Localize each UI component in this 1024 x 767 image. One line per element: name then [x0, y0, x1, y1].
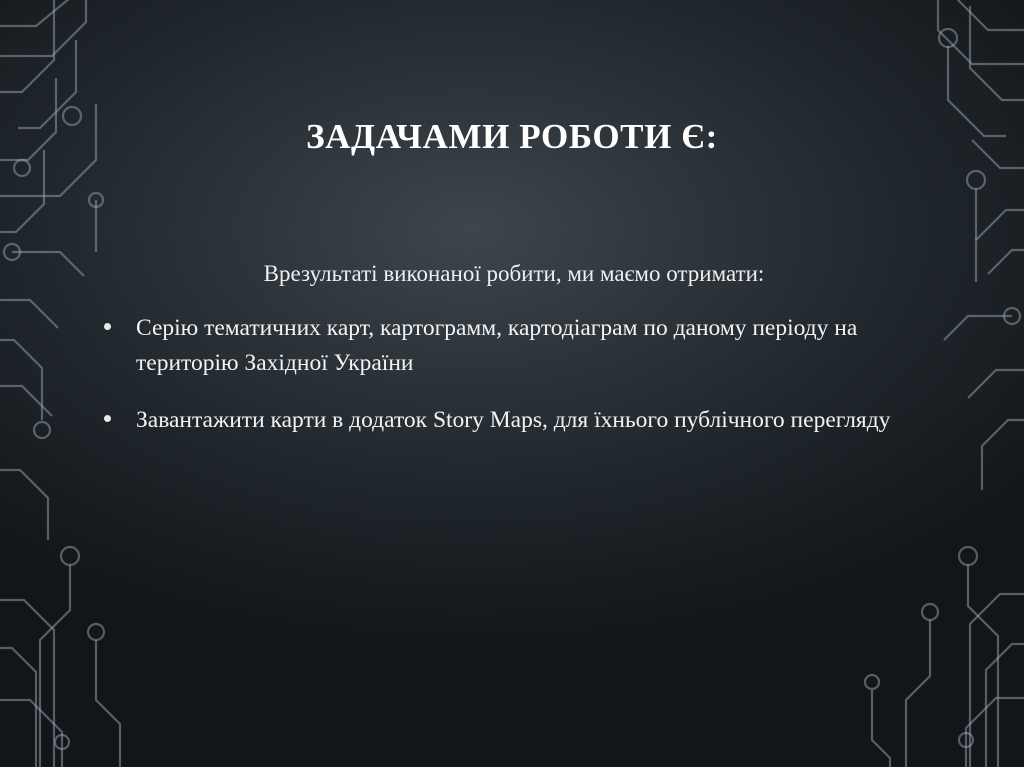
slide-title: ЗАДАЧАМИ РОБОТИ Є: — [306, 117, 718, 156]
list-item — [96, 311, 932, 381]
slide-body — [96, 258, 932, 459]
list-item-text: Завантажити карти в додаток Story Maps, для їхнього публічного перегляду — [136, 406, 891, 433]
lead-paragraph: Врезультаті виконаної робити, ми маємо отримати: — [263, 261, 765, 286]
bullet-list — [96, 311, 932, 437]
bullet-dot-icon — [104, 323, 111, 330]
list-item — [96, 403, 932, 438]
list-item-text: Серію тематичних карт, картограмм, картодіаграм по даному періоду на територію Західної України — [136, 315, 858, 376]
bullet-dot-icon — [104, 415, 111, 422]
